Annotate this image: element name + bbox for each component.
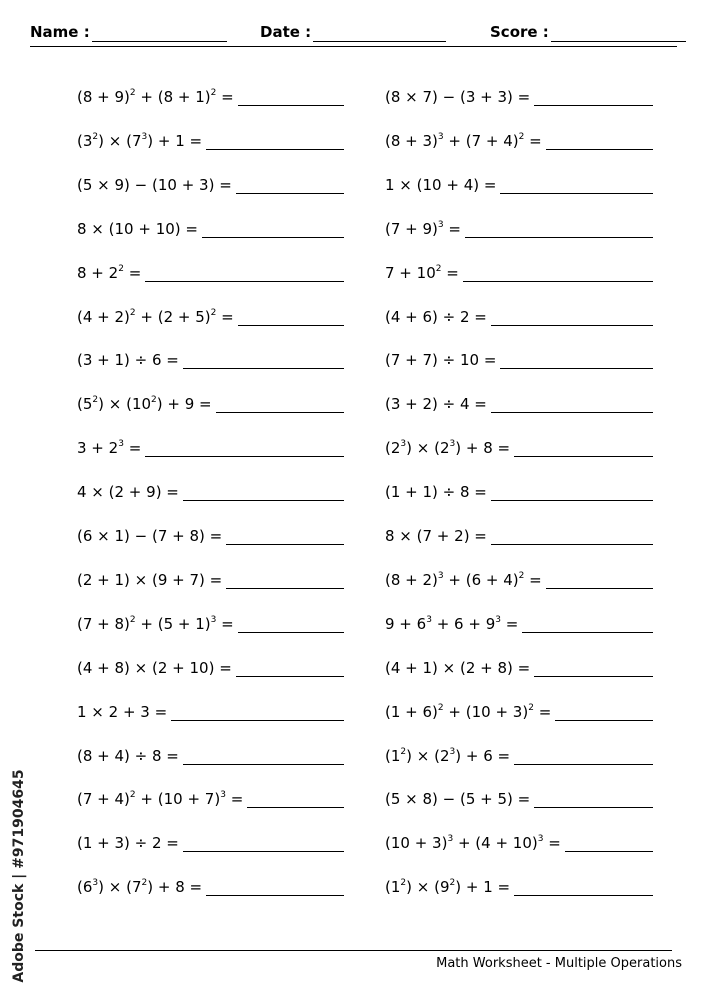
score-blank-line xyxy=(551,25,686,42)
problem-row xyxy=(77,208,344,238)
problem-row xyxy=(385,647,653,677)
problem-row xyxy=(385,296,653,326)
date-blank-line xyxy=(313,25,446,42)
answer-line[interactable] xyxy=(183,750,344,765)
problem-expression: $(10 + 3)^3 + (4 + 10)^3$ = xyxy=(385,834,561,853)
answer-line[interactable] xyxy=(463,267,653,282)
problem-row xyxy=(77,76,344,106)
problem-row xyxy=(385,164,653,194)
problem-row xyxy=(77,822,344,852)
problem-row xyxy=(385,559,653,589)
problem-expression: $(8 + 3)^3 + (7 + 4)^2$ = xyxy=(385,131,542,150)
problem-expression: 1 × 2 + 3 = xyxy=(77,702,168,721)
problem-row xyxy=(77,296,344,326)
problem-expression: (1 + 3) ÷ 2 = xyxy=(77,834,179,853)
problem-row xyxy=(77,164,344,194)
problem-expression: (5 × 8) − (5 + 5) = xyxy=(385,790,531,809)
answer-line[interactable] xyxy=(491,486,653,501)
problem-row xyxy=(77,647,344,677)
worksheet-header xyxy=(30,20,677,47)
answer-line[interactable] xyxy=(238,618,344,633)
problem-expression: $(4 + 2)^2 + (2 + 5)^2$ = xyxy=(77,307,234,326)
answer-line[interactable] xyxy=(183,837,344,852)
problem-row xyxy=(385,471,653,501)
answer-line[interactable] xyxy=(183,354,344,369)
problem-expression: (1 + 1) ÷ 8 = xyxy=(385,483,487,502)
answer-line[interactable] xyxy=(491,398,653,413)
name-field xyxy=(30,22,227,42)
problem-row xyxy=(77,471,344,501)
answer-line[interactable] xyxy=(202,223,344,238)
answer-line[interactable] xyxy=(206,135,344,150)
problem-row xyxy=(385,603,653,633)
answer-line[interactable] xyxy=(236,179,344,194)
answer-line[interactable] xyxy=(226,574,344,589)
answer-line[interactable] xyxy=(145,267,344,282)
answer-line[interactable] xyxy=(534,662,653,677)
answer-line[interactable] xyxy=(183,486,344,501)
date-field xyxy=(260,22,446,42)
problem-expression: $(8 + 9)^2 + (8 + 1)^2$ = xyxy=(77,88,234,106)
problem-expression: (3 + 2) ÷ 4 = xyxy=(385,395,487,414)
answer-line[interactable] xyxy=(247,793,344,808)
problem-expression: (8 × 7) − (3 + 3) = xyxy=(385,88,531,106)
problem-expression: $9 + 6^3 + 6 + 9^3$ = xyxy=(385,614,519,633)
problem-expression: (8 + 4) ÷ 8 = xyxy=(77,746,179,765)
stock-id-watermark xyxy=(4,760,34,992)
problem-row xyxy=(77,515,344,545)
problem-row xyxy=(385,515,653,545)
problem-expression: 1 × (10 + 4) = xyxy=(385,175,497,194)
problem-expression: $(7 + 4)^2 + (10 + 7)^3$ = xyxy=(77,790,244,809)
answer-line[interactable] xyxy=(546,135,653,150)
footer-divider xyxy=(35,950,672,951)
answer-line[interactable] xyxy=(514,750,653,765)
name-label: Name : xyxy=(30,23,90,41)
problem-expression: (6 × 1) − (7 + 8) = xyxy=(77,527,223,545)
problem-expression: (4 + 6) ÷ 2 = xyxy=(385,307,487,326)
answer-line[interactable] xyxy=(522,618,653,633)
problem-expression: $3 + 2^3$ = xyxy=(77,439,142,458)
problem-row xyxy=(77,735,344,765)
answer-line[interactable] xyxy=(534,91,653,106)
answer-line[interactable] xyxy=(238,91,344,106)
answer-line[interactable] xyxy=(216,398,344,413)
answer-line[interactable] xyxy=(491,311,653,326)
answer-line[interactable] xyxy=(534,793,653,808)
problem-expression: $(6^3) \times (7^2) + 8$ = xyxy=(77,878,203,897)
problem-row xyxy=(385,427,653,457)
problem-row xyxy=(77,603,344,633)
answer-line[interactable] xyxy=(171,706,344,721)
footer-title: Math Worksheet - Multiple Operations xyxy=(436,956,682,971)
problem-row xyxy=(385,252,653,282)
problem-row xyxy=(385,691,653,721)
problem-expression: $(3^2) \times (7^3) + 1$ = xyxy=(77,131,203,150)
problem-row xyxy=(77,383,344,413)
answer-line[interactable] xyxy=(565,837,653,852)
problem-row xyxy=(385,822,653,852)
answer-line[interactable] xyxy=(555,706,653,721)
name-blank-line xyxy=(92,25,227,42)
answer-line[interactable] xyxy=(514,442,653,457)
problem-expression: $(8 + 2)^3 + (6 + 4)^2$ = xyxy=(385,570,542,589)
problem-expression: (2 + 1) × (9 + 7) = xyxy=(77,570,223,589)
problem-expression: $(5^2) \times (10^2) + 9$ = xyxy=(77,395,212,414)
answer-line[interactable] xyxy=(500,179,653,194)
problem-row xyxy=(385,866,653,896)
answer-line[interactable] xyxy=(236,662,344,677)
problem-expression: $7 + 10^2$ = xyxy=(385,263,459,282)
problem-row xyxy=(77,427,344,457)
problem-row xyxy=(385,735,653,765)
answer-line[interactable] xyxy=(206,881,344,896)
problem-expression: $(1^2) \times (9^2) + 1$ = xyxy=(385,878,511,897)
problem-expression: 4 × (2 + 9) = xyxy=(77,483,179,502)
answer-line[interactable] xyxy=(491,530,653,545)
answer-line[interactable] xyxy=(226,530,344,545)
answer-line[interactable] xyxy=(238,311,344,326)
answer-line[interactable] xyxy=(546,574,653,589)
problem-row xyxy=(77,252,344,282)
problem-row xyxy=(385,778,653,808)
problem-row xyxy=(77,866,344,896)
problem-expression: $(7 + 8)^2 + (5 + 1)^3$ = xyxy=(77,614,234,633)
problem-row xyxy=(385,120,653,150)
score-field xyxy=(490,22,686,42)
problem-row xyxy=(77,559,344,589)
problem-expression: 8 × (7 + 2) = xyxy=(385,527,487,545)
problem-expression: (7 + 7) ÷ 10 = xyxy=(385,351,497,370)
problem-expression: 8 × (10 + 10) = xyxy=(77,219,198,238)
problem-row xyxy=(77,778,344,808)
problem-expression: (4 + 1) × (2 + 8) = xyxy=(385,658,531,677)
answer-line[interactable] xyxy=(465,223,653,238)
date-label: Date : xyxy=(260,23,312,41)
problem-row xyxy=(385,383,653,413)
problem-row xyxy=(385,76,653,106)
problem-expression: (3 + 1) ÷ 6 = xyxy=(77,351,179,370)
stock-id-text: Adobe Stock | #971904645 xyxy=(11,769,27,983)
answer-line[interactable] xyxy=(145,442,344,457)
score-label: Score : xyxy=(490,23,549,41)
problem-expression: $(1 + 6)^2 + (10 + 3)^2$ = xyxy=(385,702,552,721)
problem-expression: (5 × 9) − (10 + 3) = xyxy=(77,175,232,194)
problem-row xyxy=(385,339,653,369)
problem-expression: $(7 + 9)^3$ = xyxy=(385,219,461,238)
problem-row xyxy=(77,120,344,150)
problem-expression: (4 + 8) × (2 + 10) = xyxy=(77,658,232,677)
problem-row xyxy=(385,208,653,238)
problem-expression: $8 + 2^2$ = xyxy=(77,263,142,282)
problem-expression: $(2^3) \times (2^3) + 8$ = xyxy=(385,439,511,458)
answer-line[interactable] xyxy=(500,354,653,369)
answer-line[interactable] xyxy=(514,881,653,896)
problem-expression: $(1^2) \times (2^3) + 6$ = xyxy=(385,746,511,765)
problem-row xyxy=(77,691,344,721)
problem-row xyxy=(77,339,344,369)
